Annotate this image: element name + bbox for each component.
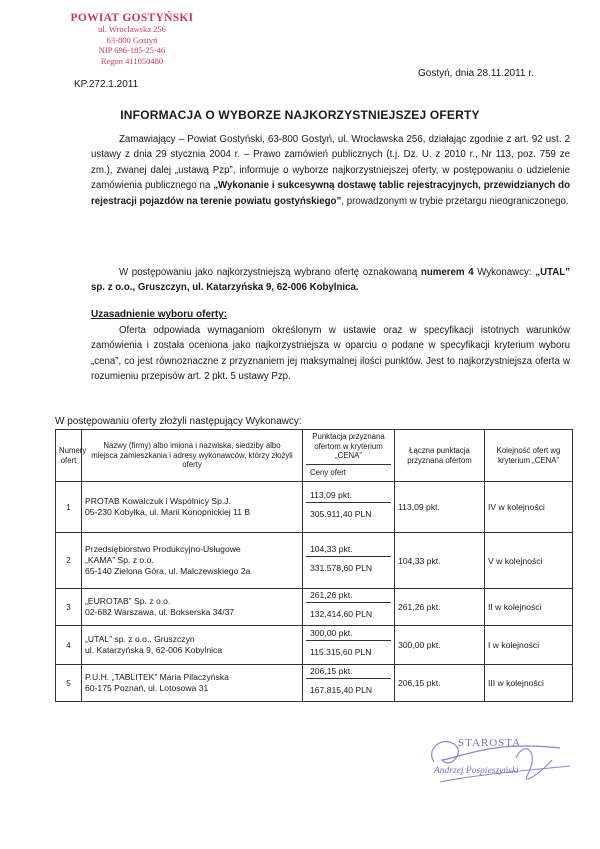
offer-row <box>56 589 573 626</box>
table-intro: W postępowaniu oferty złożyli następujący Wykonawcy: <box>55 416 302 427</box>
offer-points: 300,00 pkt. <box>306 627 391 641</box>
stamp-regon: Regon 411050480 <box>100 55 164 66</box>
points-and-price <box>303 482 395 533</box>
bidder-info <box>82 533 303 589</box>
procurement-subject: „Wykonanie i sukcesywną dostawę tablic rejestracyjnych, przewidzianych do rejestracji pojazdów na terenie powiatu gostyńskiego” <box>91 180 570 207</box>
offer-rank: V w kolejności <box>485 533 573 589</box>
offer-number: 4 <box>56 626 82 665</box>
table-header-row <box>56 430 573 482</box>
offer-row <box>56 665 573 702</box>
offer-row <box>56 626 573 665</box>
intro-text: Zamawiający – Powiat Gostyński, 63-800 Gostyń, ul. Wrocławska 256, działając zgodnie z art. 92 ust. 2 ustawy z dnia 29 stycznia 2004 r. – Prawo zamówień publicznych (t.j. Dz. U. z 2010 r., Nr 113, poz. 759 ze zm.), zwanej dalej „ustawą Pzp”, informuje o wyborze najkorzystniejszej oferty, w postępowaniu o udzielenie zamówienia publicznego na <box>91 134 570 192</box>
bidder-line: „UTAL” sp. z o.o., Gruszczyn <box>85 634 195 644</box>
offer-points: 104,33 pkt. <box>306 543 391 557</box>
issuer-stamp <box>62 12 202 66</box>
offer-number: 2 <box>56 533 82 589</box>
bidder-line: 65-140 Zielona Góra, ul. Malczewskiego 2a <box>85 566 251 576</box>
bidder-info <box>82 482 303 533</box>
offer-price: 305.911,40 PLN <box>310 509 372 519</box>
bidder-line: 60-175 Poznań, ul. Lotosowa 31 <box>85 683 209 693</box>
bidder-line: 05-230 Kobyłka, ul. Marii Konopnickiej 11 B <box>85 507 251 517</box>
offer-total-points: 300,00 pkt. <box>395 626 485 665</box>
intro-text-end: , prowadzonym w trybie przetargu nieograniczonego. <box>341 195 569 207</box>
offer-price: 331.578,60 PLN <box>310 562 373 573</box>
points-and-price <box>303 533 395 589</box>
selection-text-mid: Wykonawcy: <box>473 267 536 278</box>
header-points-price <box>303 430 395 482</box>
offer-total-points: 206,15 pkt. <box>395 665 485 702</box>
signatory-name: Andrzej Pospieszyński <box>434 766 519 776</box>
stamp-city: 63-800 Gostyń <box>106 34 158 45</box>
points-and-price <box>303 626 395 665</box>
bidder-info <box>82 589 303 626</box>
header-total-points: Łączna punktacja przyznana ofertom <box>395 430 485 482</box>
points-and-price <box>303 665 395 702</box>
offer-number: 5 <box>56 665 82 702</box>
stamp-street: ul. Wrocławska 256 <box>98 24 166 34</box>
offer-total-points: 104,33 pkt. <box>395 533 485 589</box>
selected-offer-number: numerem 4 <box>420 267 474 278</box>
offer-price: 167.815,40 PLN <box>310 685 373 695</box>
header-rank: Kolejność ofert wg kryterium „CENA” <box>485 430 573 482</box>
offer-rank: I w kolejności <box>485 626 573 665</box>
justification-paragraph <box>91 323 570 385</box>
reference-number: KP.272.1.2011 <box>74 79 139 90</box>
offer-number: 1 <box>56 482 82 533</box>
bidder-line: P.U.H. „TABLITEK” Maria Pilaczyńska <box>85 672 229 682</box>
stamp-name: POWIAT GOSTYŃSKI <box>70 12 194 24</box>
offer-rank: IV w kolejności <box>485 482 573 533</box>
points-and-price <box>303 589 395 626</box>
bidder-line: „KAMA” Sp. z o.o. <box>85 555 154 565</box>
selection-paragraph <box>91 265 570 296</box>
intro-paragraph <box>91 132 570 209</box>
offer-total-points: 113,09 pkt. <box>395 482 485 533</box>
offer-points: 206,15 pkt. <box>306 665 391 679</box>
stamp-nip: NIP 696-185-25-46 <box>98 45 166 55</box>
selected-contractor: „UTAL” sp. z o.o., Gruszczyn, ul. Katarzyńska 9, 62-006 Kobylnica. <box>91 267 571 294</box>
justification-text: Oferta odpowiada wymaganiom określonym w ustawie oraz w specyfikacji istotnych warunków zamówienia i została oceniona jako najkorzystniejsza w oparciu o podane w specyfikacji kryterium wyboru „cena”, co jest równoznaczne z przyznaniem jej maksymalnej ilości punktów. Jest to najkorzystniejsza oferta w rozumieniu przepisów art. 2 pkt. 5 ustawy Pzp. <box>91 325 570 383</box>
offer-row <box>56 482 573 533</box>
bidder-line: ul. Katarzyńska 9, 62-006 Kobylnica <box>85 645 223 655</box>
offer-total-points: 261,26 pkt. <box>395 589 485 626</box>
header-bidder: Nazwy (firmy) albo imiona i nazwiska, siedziby albo miejsca zamieszkania i adresy wykonawców, którzy złożyli oferty <box>82 430 303 482</box>
document-title: INFORMACJA O WYBORZE NAJKORZYSTNIEJSZEJ OFERTY <box>120 108 480 122</box>
bidder-line: PROTAB Kowalczuk i Wspólnicy Sp.J. <box>85 496 231 506</box>
header-offer-number: Numery ofert <box>56 430 82 482</box>
offer-number: 3 <box>56 589 82 626</box>
bidder-line: 02-682 Warszawa, ul. Bokserska 34/37 <box>85 607 235 617</box>
header-price: Ceny ofert <box>310 467 346 477</box>
offer-points: 261,26 pkt. <box>306 589 391 603</box>
bidder-info <box>82 626 303 665</box>
offer-price: 115.315,60 PLN <box>310 647 372 657</box>
place-and-date: Gostyń, dnia 28.11.2011 r. <box>418 68 534 79</box>
header-points: Punktacja przyznana ofertom w kryterium „CENA” <box>306 430 391 465</box>
offer-row <box>56 533 573 589</box>
justification-heading: Uzasadnienie wyboru oferty: <box>91 309 228 320</box>
selection-text: W postępowaniu jako najkorzystniejszą wybrano ofertę oznakowaną <box>119 267 421 278</box>
offer-rank: III w kolejności <box>485 665 573 702</box>
bidder-line: Przedsiębiorstwo Produkcyjno-Usługowe <box>85 544 241 554</box>
signatory-title: STAROSTA <box>458 737 522 749</box>
bidder-line: „EUROTAB” Sp. z o.o. <box>85 596 171 606</box>
offers-table <box>55 429 573 702</box>
offer-rank: II w kolejności <box>485 589 573 626</box>
bidder-info <box>82 665 303 702</box>
offer-points: 113,09 pkt. <box>306 489 391 503</box>
offer-price: 132.414,60 PLN <box>310 609 373 619</box>
